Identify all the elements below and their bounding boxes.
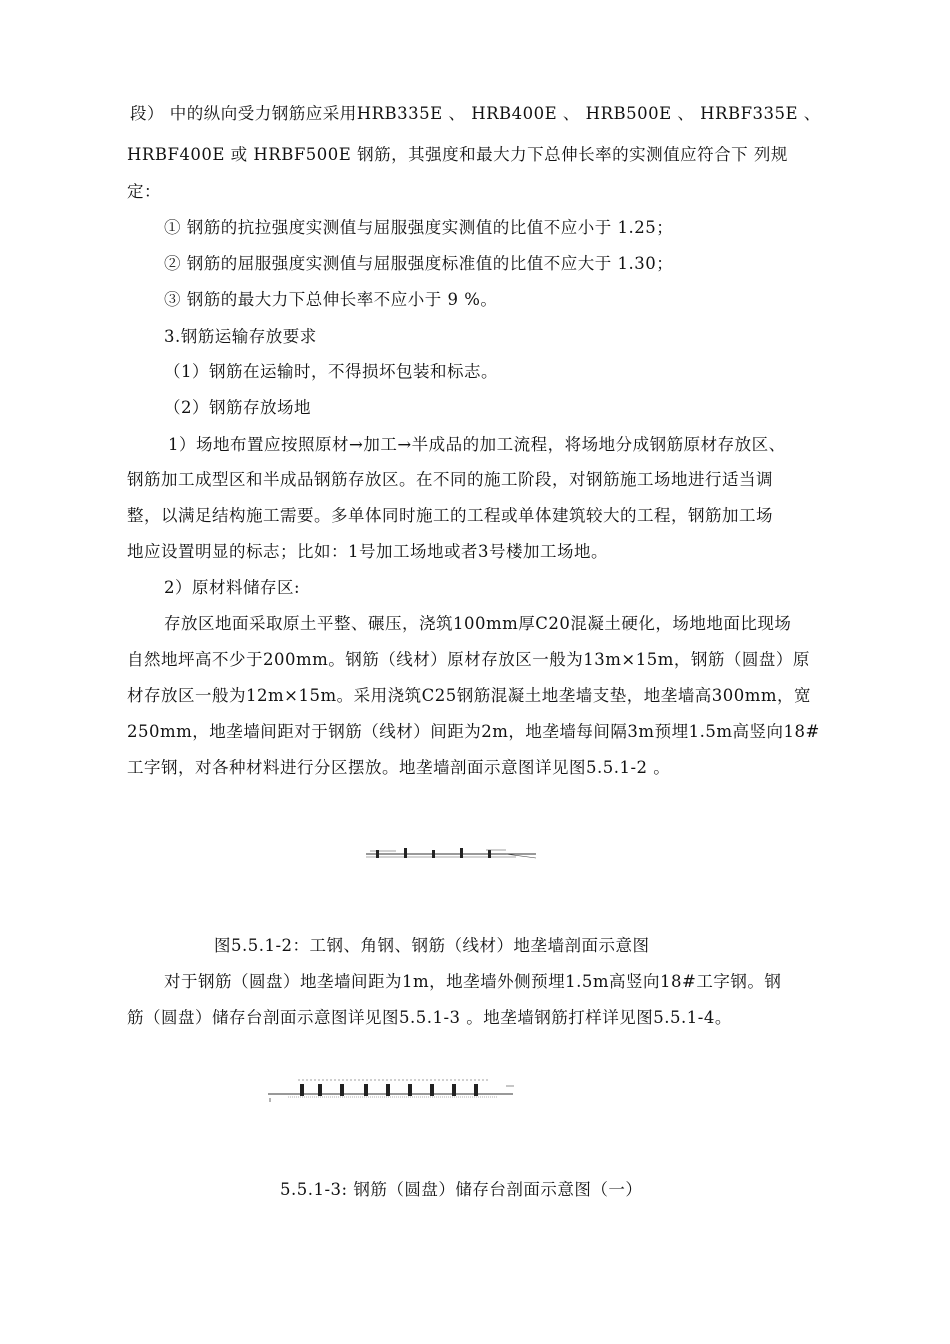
body-text-line: 整，以满足结构施工需要。多单体同时施工的工程或单体建筑较大的工程，钢筋加工场 bbox=[127, 506, 773, 525]
figure-5-5-1-2-sketch bbox=[366, 842, 538, 862]
list-item: ② 钢筋的屈服强度实测值与屈服强度标准值的比值不应大于 1.30； bbox=[164, 254, 674, 273]
body-text-line: 1）场地布置应按照原材→加工→半成品的加工流程，将场地分成钢筋原材存放区、 bbox=[168, 435, 786, 454]
list-item: ③ 钢筋的最大力下总伸长率不应小于 9 %。 bbox=[164, 290, 498, 309]
body-text-line: 段） 中的纵向受力钢筋应采用HRB335E 、 HRB400E 、 HRB500E 、 HRBF335E 、 bbox=[130, 104, 821, 123]
body-text-line: 筋（圆盘）储存台剖面示意图详见图5.5.1-3 。地垄墙钢筋打样详见图5.5.1-4。 bbox=[127, 1008, 732, 1027]
body-text-line: 定： bbox=[127, 182, 161, 201]
body-text-line: 材存放区一般为12m×15m。采用浇筑C25钢筋混凝土地垄墙支垫，地垄墙高300mm，宽 bbox=[127, 686, 812, 705]
list-item: ① 钢筋的抗拉强度实测值与屈服强度实测值的比值不应小于 1.25； bbox=[164, 218, 674, 237]
figure-caption: 图5.5.1-2：工钢、角钢、钢筋（线材）地垄墙剖面示意图 bbox=[214, 936, 650, 955]
figure-caption: 5.5.1-3: 钢筋（圆盘）储存台剖面示意图（一） bbox=[280, 1180, 643, 1199]
body-text-line: 存放区地面采取原土平整、碾压，浇筑100mm厚C20混凝土硬化，场地地面比现场 bbox=[164, 614, 792, 633]
section-heading: 3.钢筋运输存放要求 bbox=[164, 327, 317, 346]
sub-heading: （2）钢筋存放场地 bbox=[164, 398, 311, 417]
body-text-line: 250mm，地垄墙间距对于钢筋（线材）间距为2m，地垄墙每间隔3m预埋1.5m高竖向18# bbox=[127, 722, 820, 741]
sub-heading: （1）钢筋在运输时，不得损坏包装和标志。 bbox=[164, 362, 498, 381]
body-text-line: HRBF400E 或 HRBF500E 钢筋，其强度和最大力下总伸长率的实测值应符合下 列规 bbox=[127, 145, 788, 164]
body-text-line: 自然地坪高不少于200mm。钢筋（线材）原材存放区一般为13m×15m，钢筋（圆盘）原 bbox=[127, 650, 810, 669]
sub-heading: 2）原材料储存区: bbox=[164, 578, 301, 597]
body-text-line: 工字钢，对各种材料进行分区摆放。地垄墙剖面示意图详见图5.5.1-2 。 bbox=[127, 758, 671, 777]
figure-5-5-1-3-sketch bbox=[268, 1072, 518, 1104]
body-text-line: 钢筋加工成型区和半成品钢筋存放区。在不同的施工阶段，对钢筋施工场地进行适当调 bbox=[127, 470, 773, 489]
body-text-line: 地应设置明显的标志；比如：1号加工场地或者3号楼加工场地。 bbox=[127, 542, 608, 561]
body-text-line: 对于钢筋（圆盘）地垄墙间距为1m，地垄墙外侧预埋1.5m高竖向18#工字钢。钢 bbox=[164, 972, 782, 991]
